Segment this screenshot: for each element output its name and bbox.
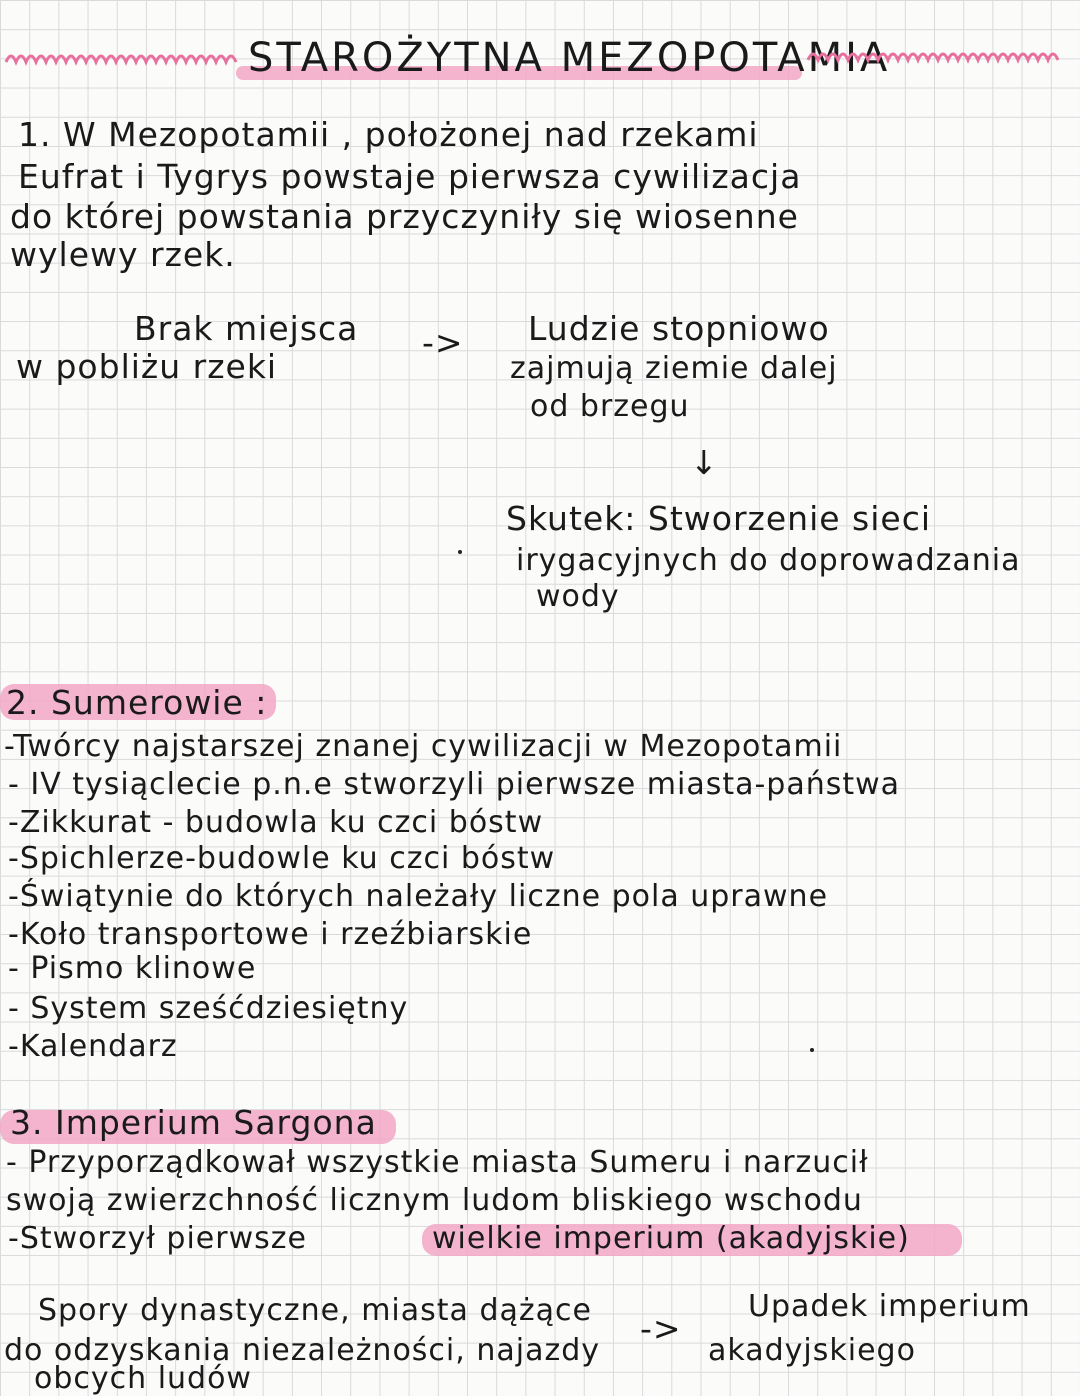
stray-dot: [458, 550, 462, 554]
wavy-underline-left: [4, 40, 244, 70]
s2-item-5: -Świątynie do których należały liczne pola uprawne: [8, 879, 829, 914]
s3-line-2: swoją zwierzchność licznym ludom bliskiego wschodu: [6, 1183, 863, 1218]
s1-result-1: Ludzie stopniowo: [528, 309, 830, 348]
s2-item-4: -Spichlerze-budowle ku czci bóstw: [8, 841, 556, 876]
stray-dot-2: [810, 1048, 814, 1052]
s1-effect-3: wody: [536, 579, 620, 614]
s1-arrow: ->: [422, 323, 464, 362]
s3-heading: 3. Imperium Sargona: [10, 1103, 377, 1142]
wavy-underline-right: [806, 38, 1068, 68]
s1-down-arrow: ↓: [690, 443, 719, 482]
s1-effect-1: Skutek: Stworzenie sieci: [506, 499, 932, 538]
s2-item-9: -Kalendarz: [8, 1029, 178, 1064]
s3-arrow: ->: [640, 1309, 682, 1348]
s1-effect-2: irygacyjnych do doprowadzania: [516, 543, 1021, 578]
s3-line-3: -Stworzył pierwsze: [8, 1221, 307, 1256]
s2-item-6: -Koło transportowe i rzeźbiarskie: [8, 917, 533, 952]
s1-cause-1: Brak miejsca: [134, 309, 359, 348]
s2-item-1: -Twórcy najstarszej znanej cywilizacji w Mezopotamii: [4, 729, 843, 764]
s2-item-3: -Zikkurat - budowla ku czci bóstw: [8, 805, 544, 840]
s3-cause-2: do odzyskania niezależności, najazdy: [4, 1333, 600, 1368]
s3-cause-1: Spory dynastyczne, miasta dążące: [38, 1293, 592, 1328]
s1-line-2: Eufrat i Tygrys powstaje pierwsza cywilizacja: [18, 157, 802, 196]
s1-result-3: od brzegu: [530, 389, 690, 424]
s2-item-2: - IV tysiąclecie p.n.e stworzyli pierwsze miasta-państwa: [8, 767, 901, 802]
s1-line-3: do której powstania przyczyniły się wiosenne: [10, 197, 799, 236]
s3-cause-3: obcych ludów: [34, 1361, 252, 1396]
s1-line-1: 1. W Mezopotamii , położonej nad rzekami: [18, 115, 759, 154]
s3-line-1: - Przyporządkował wszystkie miasta Sumeru i narzucił: [6, 1145, 869, 1180]
s1-result-2: zajmują ziemie dalej: [510, 351, 838, 386]
s3-result-1: Upadek imperium: [748, 1289, 1031, 1324]
s1-line-4: wylewy rzek.: [10, 235, 236, 274]
s1-cause-2: w pobliżu rzeki: [16, 347, 278, 386]
s3-result-2: akadyjskiego: [708, 1333, 916, 1368]
s2-item-8: - System sześćdziesiętny: [8, 991, 409, 1026]
s2-item-7: - Pismo klinowe: [8, 951, 257, 986]
s2-heading: 2. Sumerowie :: [6, 683, 268, 722]
s3-highlight-text: wielkie imperium (akadyjskie): [432, 1221, 910, 1256]
page-title: STAROŻYTNA MEZOPOTAMIA: [248, 35, 891, 81]
